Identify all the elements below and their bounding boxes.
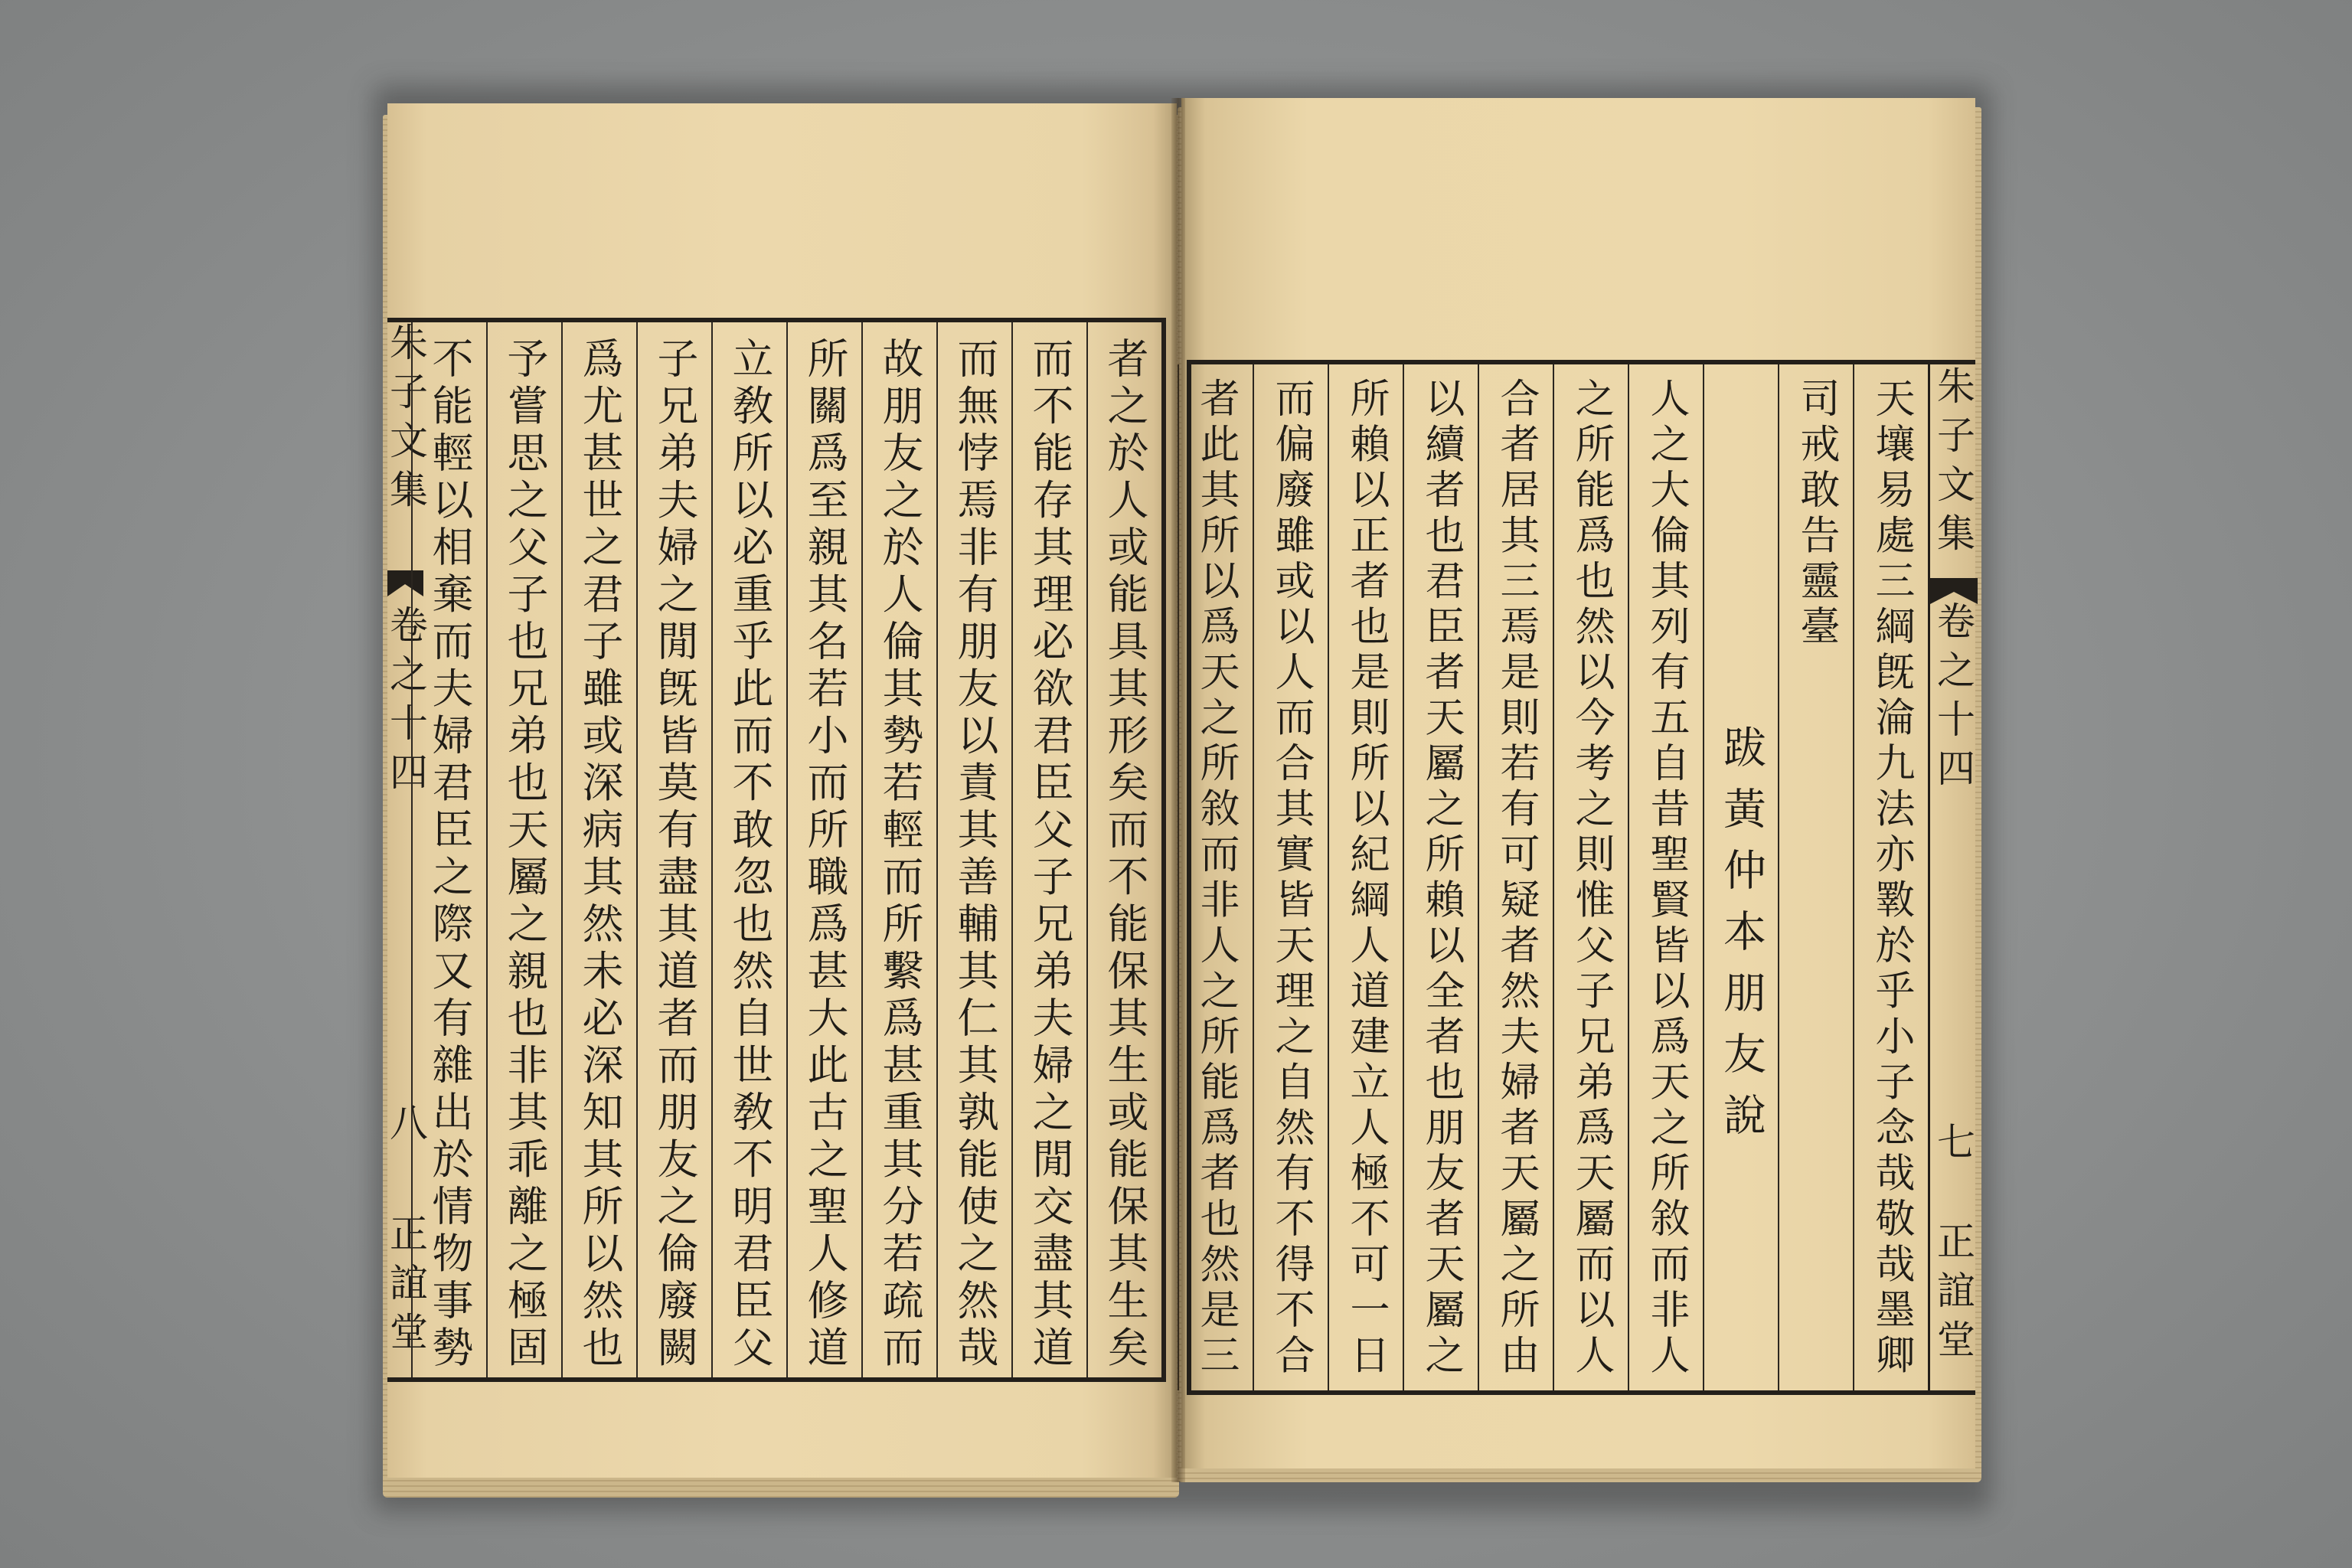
margin-leaf-number: 八 [384, 1102, 428, 1152]
text-column: 人之大倫其列有五自昔聖賢皆以爲天之所敘而非人 [1628, 364, 1703, 1390]
text-column: 立敎所以必重乎此而不敢忽也然自世敎不明君臣父 [711, 322, 786, 1377]
fishtail-mark [1930, 578, 1978, 604]
text-column: 而偏廢雖或以人而合其實皆天理之自然有不得不合 [1253, 364, 1328, 1390]
text-column: 所關爲至親其名若小而所職爲甚大此古之聖人修道 [786, 322, 861, 1377]
right-page-margin-strip [1928, 364, 1982, 1390]
text-column: 合者居其三焉是則若有可疑者然夫婦者天屬之所由 [1478, 364, 1553, 1390]
text-column: 所賴以正者也是則所以紀綱人道建立人極不可一日 [1328, 364, 1403, 1390]
margin-volume: 卷之十四 [1931, 601, 1975, 797]
margin-press-name: 正誼堂 [1931, 1221, 1975, 1368]
text-column: 司戒敢告靈臺 [1778, 364, 1853, 1390]
text-column: 而無悖焉非有朋友以責其善輔其仁其孰能使之然哉 [936, 322, 1011, 1377]
text-column: 天壤易處三綱旣淪九法亦斁於乎小子念哉敬哉墨卿 [1853, 364, 1928, 1390]
margin-volume: 卷之十四 [384, 605, 428, 801]
right-page-text-frame [1187, 360, 1975, 1395]
text-column: 者之於人或能具其形矣而不能保其生或能保其生矣 [1086, 322, 1161, 1377]
margin-leaf-number: 七 [1931, 1122, 1975, 1171]
text-column: 故朋友之於人倫其勢若輕而所繫爲甚重其分若疏而 [861, 322, 936, 1377]
text-column: 不能輕以相棄而夫婦君臣之際又有雜出於情物事勢 [411, 322, 486, 1377]
left-page-text-frame [384, 318, 1166, 1382]
book-gutter [1171, 98, 1185, 1482]
margin-book-title: 朱子文集 [1931, 366, 1975, 562]
essay-title-column: 跋黃仲本朋友說 [1703, 364, 1778, 1390]
text-column: 爲尤甚世之君子雖或深病其然未必深知其所以然也 [561, 322, 636, 1377]
text-column: 予嘗思之父子也兄弟也天屬之親也非其乖離之極固 [486, 322, 561, 1377]
right-page-columns [1191, 364, 1928, 1390]
text-column: 而不能存其理必欲君臣父子兄弟夫婦之閒交盡其道 [1011, 322, 1086, 1377]
left-page-columns [423, 322, 1161, 1377]
margin-book-title: 朱子文集 [384, 322, 428, 518]
margin-press-name: 正誼堂 [384, 1214, 428, 1361]
text-column: 之所能爲也然以今考之則惟父子兄弟爲天屬而以人 [1553, 364, 1628, 1390]
text-column: 者此其所以爲天之所敘而非人之所能爲者也然是三 [1178, 364, 1253, 1390]
text-column: 子兄弟夫婦之閒旣皆莫有盡其道者而朋友之倫廢闕 [636, 322, 711, 1377]
text-column: 以續者也君臣者天屬之所賴以全者也朋友者天屬之 [1403, 364, 1478, 1390]
